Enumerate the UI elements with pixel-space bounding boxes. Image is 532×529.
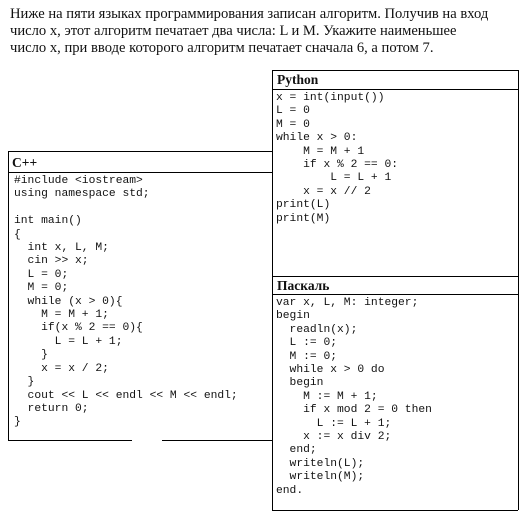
pascal-bottom-border xyxy=(272,510,518,511)
task-text xyxy=(10,6,520,57)
cpp-left-border xyxy=(8,151,9,440)
pascal-top-border xyxy=(272,276,518,277)
pascal-header-divider xyxy=(272,294,518,295)
cpp-bottom-border-left xyxy=(8,440,132,441)
python-left-border xyxy=(272,70,273,510)
cpp-bottom-border-right xyxy=(162,440,272,441)
task-line-1: Ниже на пяти языках программирования записан алгоритм. Получив на вход xyxy=(10,6,489,22)
task-line-3: число x, при вводе которого алгоритм печатает сначала 6, а потом 7. xyxy=(10,40,434,56)
cpp-title: C++ xyxy=(12,155,38,170)
pascal-code: var x, L, M: integer; begin readln(x); L := 0; M := 0; while x > 0 do begin M := M + 1; if x mod 2 = 0 then L := L + 1; x := x div 2; end; writeln(L); writeln(M); end. xyxy=(276,297,432,497)
python-code: x = int(input()) L = 0 M = 0 while x > 0: M = M + 1 if x % 2 == 0: L = L + 1 x = x // 2 print(L) print(M) xyxy=(276,92,399,225)
pascal-title: Паскаль xyxy=(277,278,330,293)
cpp-header-divider xyxy=(8,172,272,173)
python-title: Python xyxy=(277,72,319,87)
python-header-divider xyxy=(272,89,518,90)
cpp-code: #include <iostream> using namespace std; int main() { int x, L, M; cin >> x; L = 0; M = 0; while (x > 0){ M = M + 1; if(x % 2 == 0){ L = L + 1; } x = x / 2; } cout << L << endl << M << endl; return 0; } xyxy=(14,175,238,429)
cpp-top-border xyxy=(8,151,272,152)
task-line-2: число x, этот алгоритм печатает два числа: L и M. Укажите наименьшее xyxy=(10,23,457,39)
python-top-border xyxy=(272,70,518,71)
right-border xyxy=(518,70,519,510)
